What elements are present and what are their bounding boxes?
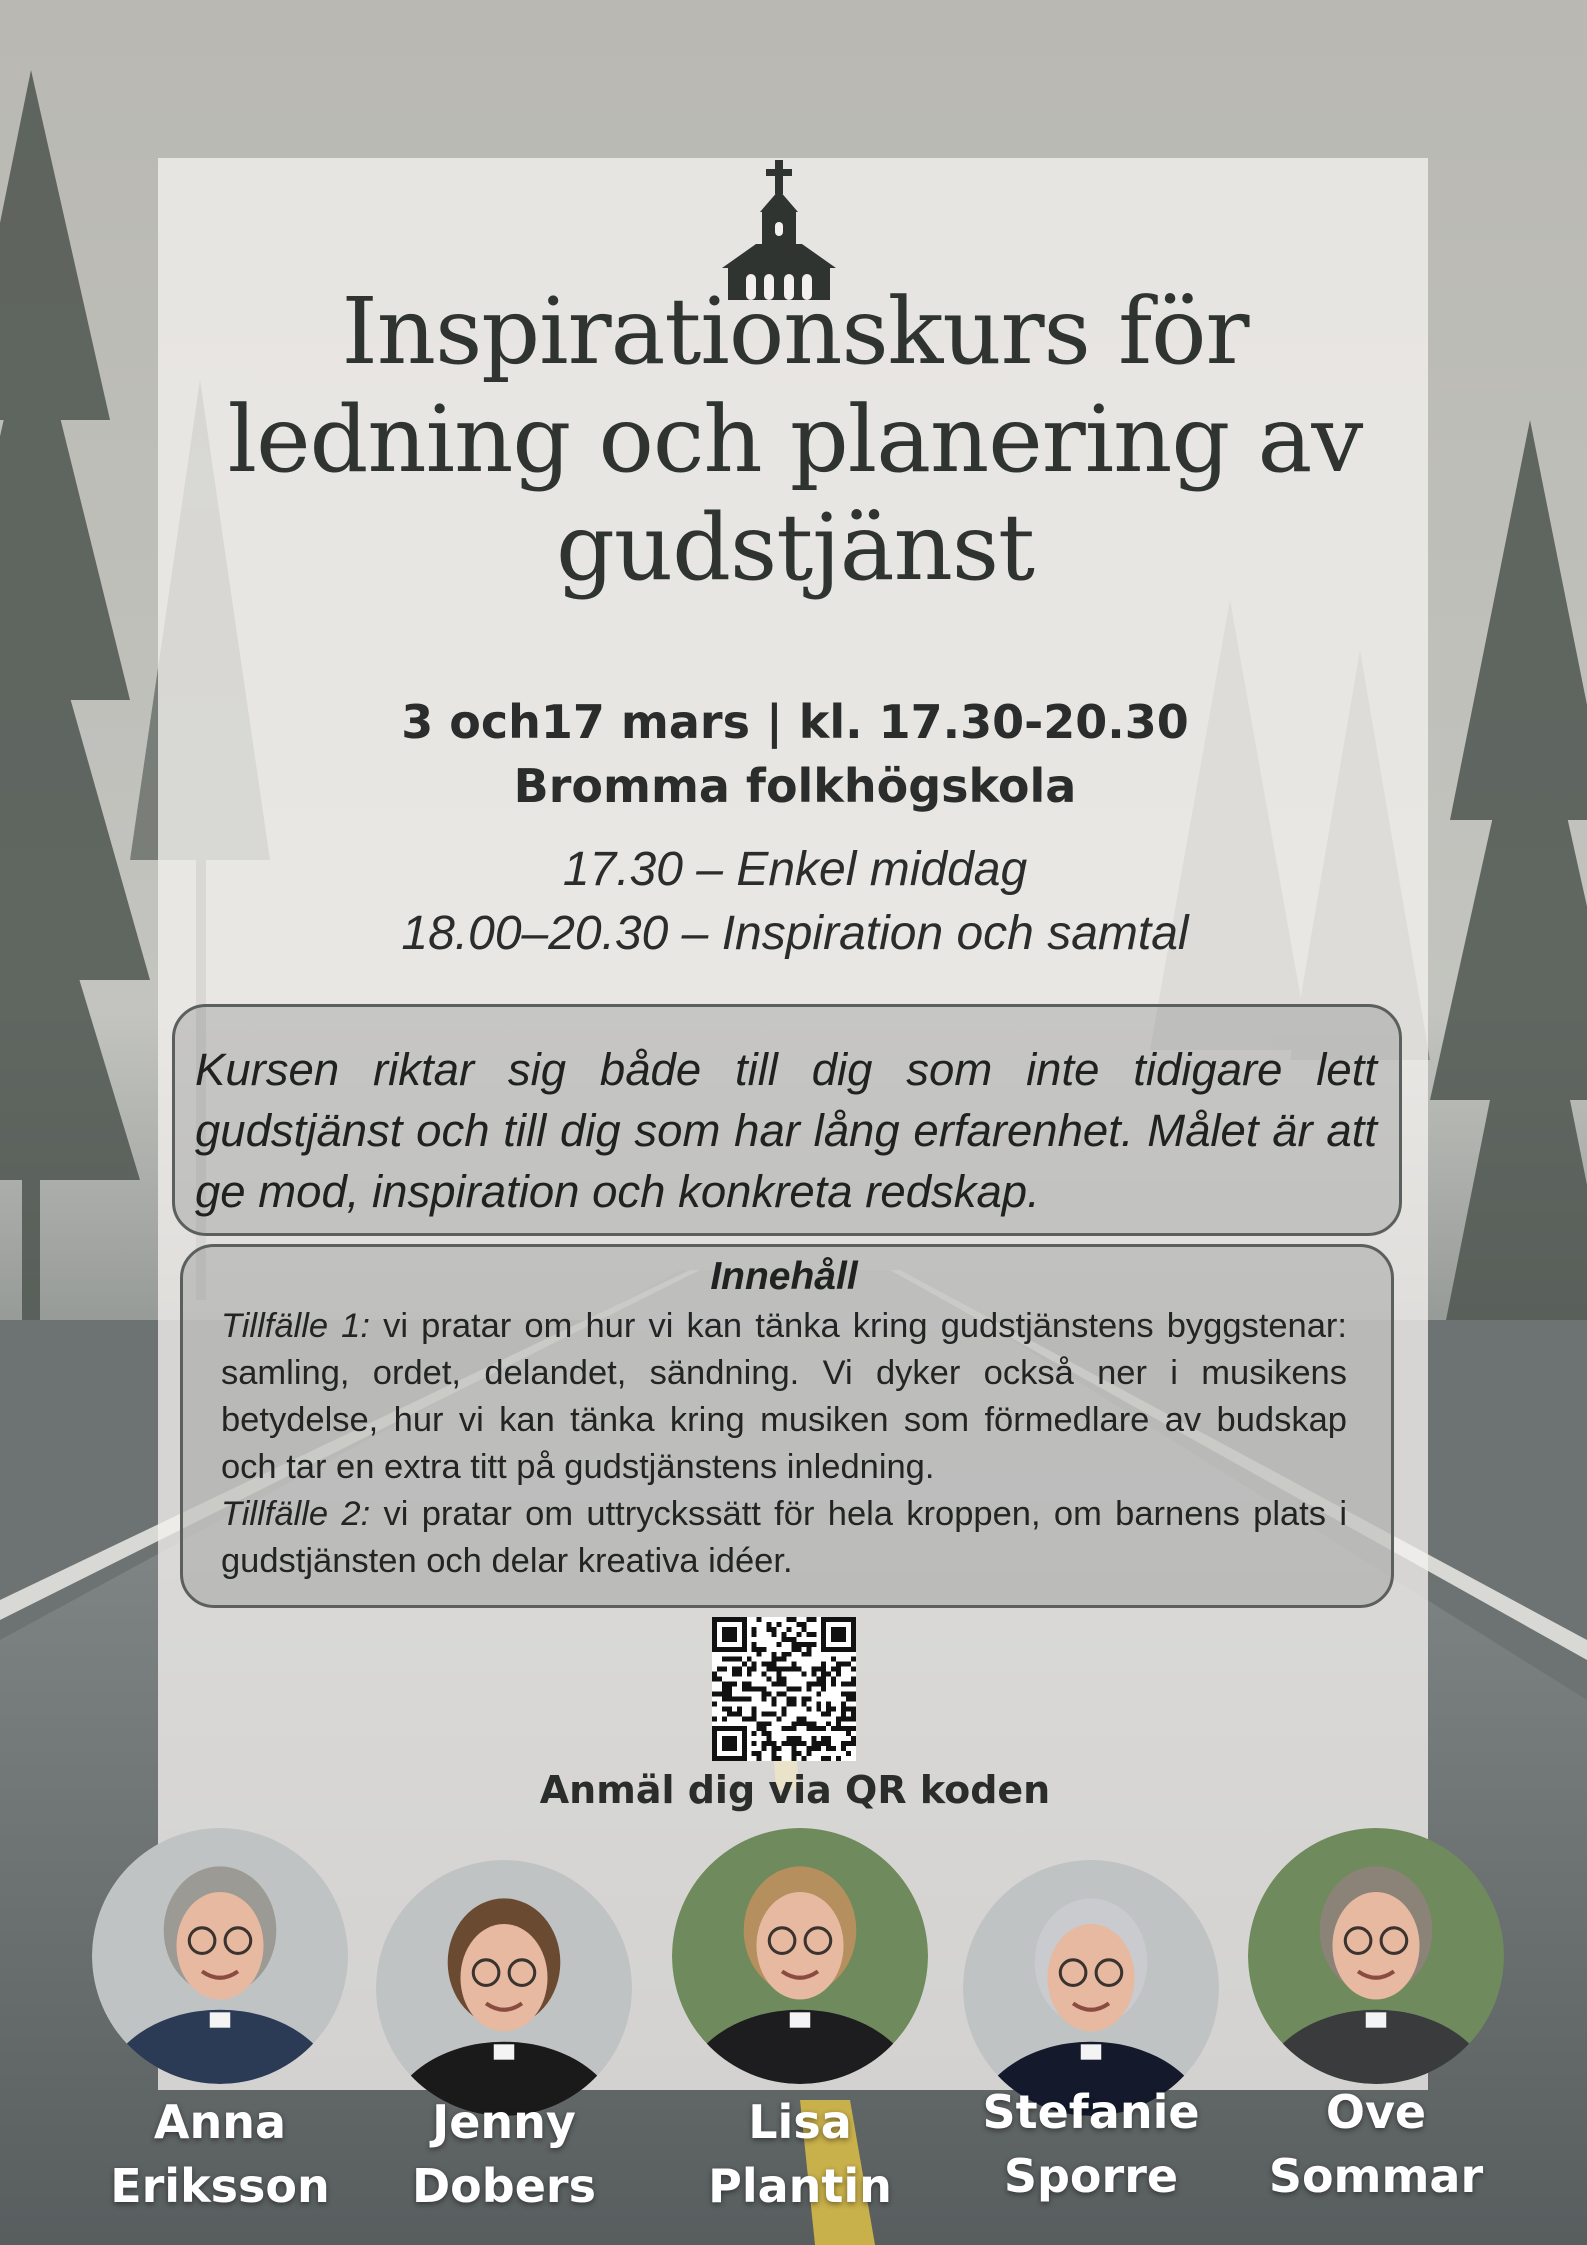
title-line-2: ledning och planering av xyxy=(227,386,1363,493)
title-line-3: gudstjänst xyxy=(555,494,1035,601)
schedule-item: 17.30 – Enkel middag xyxy=(562,843,1028,896)
leader-first-name: Anna xyxy=(153,2095,287,2149)
content-heading: Innehåll xyxy=(710,1255,858,1298)
session-1-text: vi pratar om hur vi kan tänka kring gudstjänstens byggstenar: samling, ordet, delandet, sändning. Vi dyker också ner i musikens betydelse, hur vi kan tänka kring musiken som förmedlare av budskap och tar en extra titt på gudstjänstens inledning. xyxy=(221,1307,1347,1486)
session-1 xyxy=(221,1303,1347,1491)
session-2-label: Tillfälle 2: xyxy=(221,1495,371,1533)
signup-call-to-action: Anmäl dig via QR koden xyxy=(539,1768,1051,1812)
leader-first-name: Lisa xyxy=(748,2095,852,2149)
leader-name xyxy=(632,2090,968,2218)
intro-text: Kursen riktar sig både till dig som inte tidigare lett gudstjänst och till dig som har lång erfarenhet. Målet är att ge mod, inspiration och konkreta redskap. xyxy=(195,1044,1377,1217)
leader-card xyxy=(672,1828,928,2213)
leader-portrait xyxy=(376,1860,632,2116)
event-details xyxy=(160,690,1430,818)
leader-portrait xyxy=(92,1828,348,2084)
leader-last-name: Plantin xyxy=(708,2159,892,2213)
leader-portrait xyxy=(1248,1828,1504,2084)
session-2 xyxy=(221,1491,1347,1585)
leader-last-name: Sporre xyxy=(1003,2149,1179,2203)
session-1-label: Tillfälle 1: xyxy=(221,1307,370,1345)
leader-card xyxy=(1248,1828,1504,2203)
leader-first-name: Stefanie xyxy=(982,2085,1200,2139)
content-box xyxy=(180,1244,1394,1608)
leader-last-name: Sommar xyxy=(1268,2149,1484,2203)
leader-last-name: Dobers xyxy=(412,2159,596,2213)
title-line-1: Inspirationskurs för xyxy=(341,278,1249,385)
leader-first-name: Jenny xyxy=(432,2095,576,2149)
schedule-item: 18.00–20.30 – Inspiration och samtal xyxy=(401,907,1189,960)
leader-card xyxy=(376,1860,632,2213)
location: Bromma folkhögskola xyxy=(513,759,1077,813)
poster-title xyxy=(160,278,1430,602)
leader-card xyxy=(92,1828,348,2213)
leader-name xyxy=(1208,2080,1544,2208)
leader-last-name: Eriksson xyxy=(110,2159,330,2213)
qr-code-icon[interactable] xyxy=(712,1617,856,1761)
leader-portrait xyxy=(963,1860,1219,2116)
leader-name xyxy=(336,2090,672,2218)
date-line: 3 och17 mars | kl. 17.30-20.30 xyxy=(401,695,1189,749)
leader-first-name: Ove xyxy=(1325,2085,1427,2139)
leader-card xyxy=(963,1860,1219,2203)
intro-box xyxy=(172,1004,1402,1236)
schedule xyxy=(160,838,1430,966)
session-2-text: vi pratar om uttryckssätt för hela kroppen, om barnens plats i gudstjänsten och delar kreativa idéer. xyxy=(221,1495,1347,1580)
leader-portrait xyxy=(672,1828,928,2084)
